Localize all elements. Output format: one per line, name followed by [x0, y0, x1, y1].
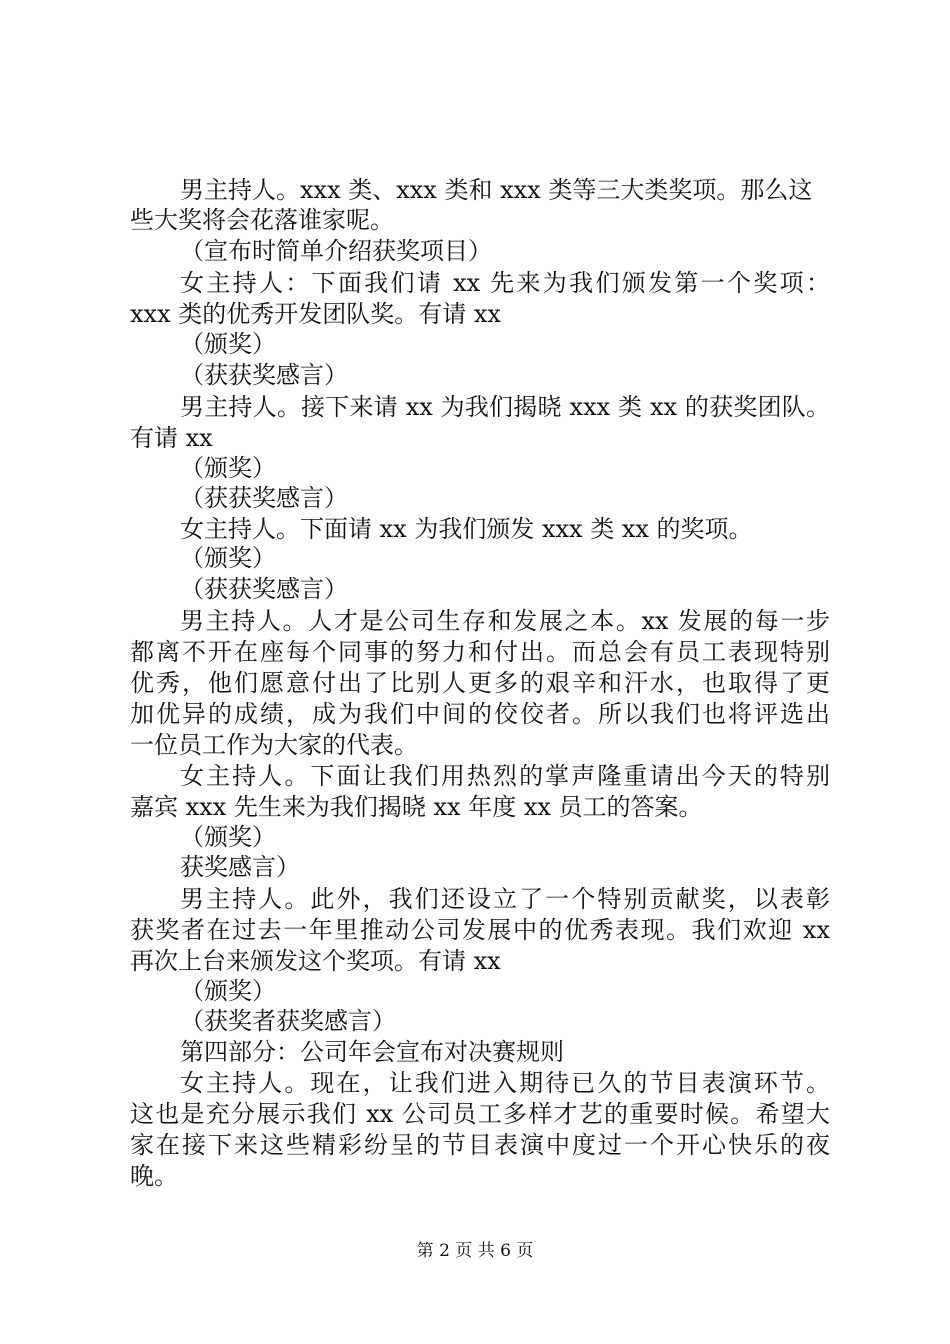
text-line: （获获奖感言）	[180, 575, 348, 603]
text-line: 都离不开在座每个同事的努力和付出。而总会有员工表现特别	[130, 638, 830, 666]
text-line: 家在接下来这些精彩纷呈的节目表演中度过一个开心快乐的夜	[130, 1131, 830, 1159]
text-line: 女主持人。现在，让我们进入期待已久的节目表演环节。	[180, 1069, 830, 1097]
text-line: （颁奖）	[180, 977, 276, 1005]
text-line: （颁奖）	[180, 330, 276, 358]
text-line: （颁奖）	[180, 454, 276, 482]
text-line: （获奖者获奖感言）	[180, 1007, 396, 1035]
text-line: 这也是充分展示我们 xx 公司员工多样才艺的重要时候。希望大	[130, 1100, 830, 1128]
text-line: 男主持人。人才是公司生存和发展之本。xx 发展的每一步	[180, 607, 830, 635]
text-line: 些大奖将会花落谁家呢。	[130, 206, 394, 234]
text-line: 男主持人。此外，我们还设立了一个特别贡献奖，以表彰	[180, 885, 830, 913]
section-heading: 第四部分：公司年会宣布对决赛规则	[180, 1038, 564, 1066]
text-line: 女主持人：下面我们请 xx 先来为我们颁发第一个奖项：	[180, 269, 830, 297]
text-line: 有请 xx	[130, 424, 213, 452]
text-line: 获奖感言）	[180, 853, 300, 881]
text-line: （颁奖）	[180, 823, 276, 851]
text-line: 男主持人。接下来请 xx 为我们揭晓 xxx 类 xx 的获奖团队。	[180, 393, 830, 421]
text-line: 嘉宾 xxx 先生来为我们揭晓 xx 年度 xx 员工的答案。	[130, 793, 703, 821]
text-line: （颁奖）	[180, 544, 276, 572]
text-line: 晚。	[130, 1162, 178, 1190]
page-footer: 第 2 页 共 6 页	[416, 1241, 534, 1261]
text-line: 女主持人。下面请 xx 为我们颁发 xxx 类 xx 的奖项。	[180, 515, 753, 543]
text-line: 男主持人。xxx 类、xxx 类和 xxx 类等三大类奖项。那么这	[180, 176, 813, 204]
text-line: （获获奖感言）	[180, 484, 348, 512]
text-line: （获获奖感言）	[180, 361, 348, 389]
text-line: 再次上台来颁发这个奖项。有请 xx	[130, 947, 501, 975]
text-line: xxx 类的优秀开发团队奖。有请 xx	[130, 300, 501, 328]
text-line: 优秀，他们愿意付出了比别人更多的艰辛和汗水，也取得了更	[130, 669, 830, 697]
text-line: 一位员工作为大家的代表。	[130, 731, 418, 759]
text-line: 女主持人。下面让我们用热烈的掌声隆重请出今天的特别	[180, 762, 830, 790]
text-line: 加优异的成绩，成为我们中间的佼佼者。所以我们也将评选出	[130, 700, 830, 728]
text-line: 获奖者在过去一年里推动公司发展中的优秀表现。我们欢迎 xx	[130, 916, 830, 944]
text-line: （宣布时简单介绍获奖项目）	[180, 237, 492, 265]
